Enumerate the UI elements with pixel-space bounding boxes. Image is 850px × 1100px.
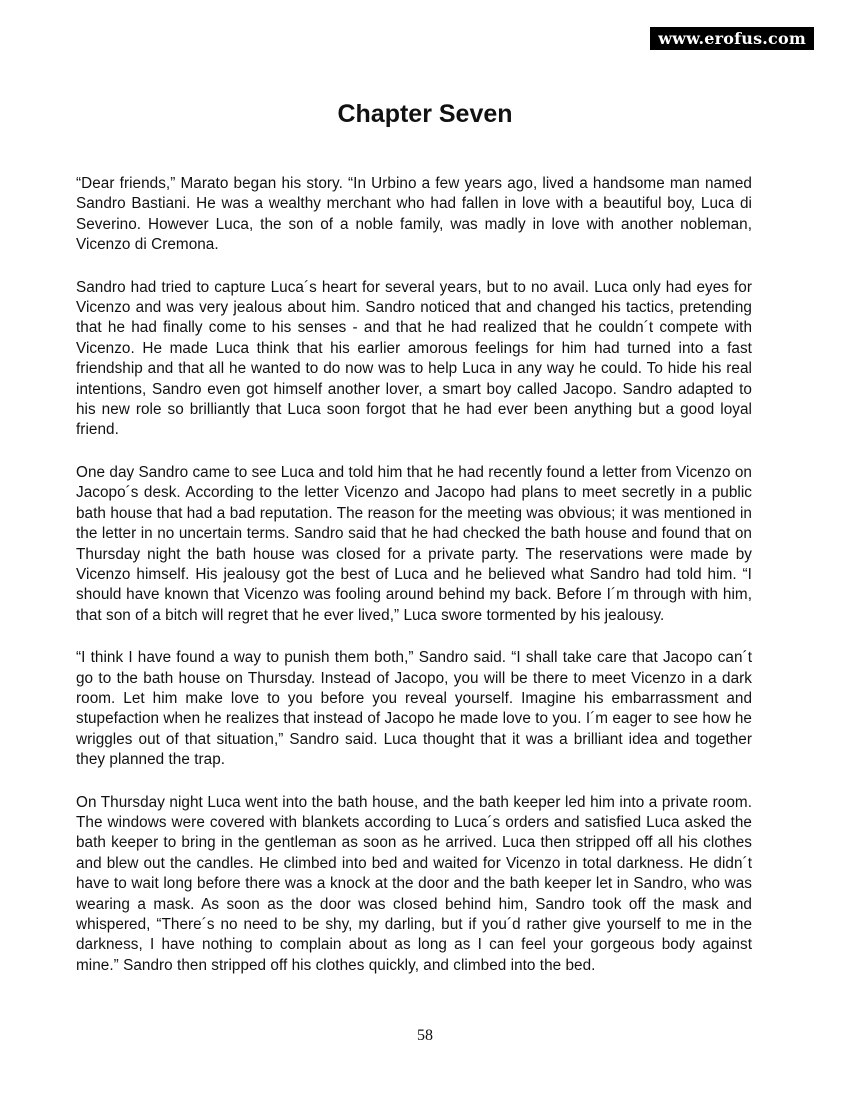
paragraph-1: “Dear friends,” Marato began his story. “In Urbino a few years ago, lived a handsome man named Sandro Bastiani. He was a wealthy merchant who had fallen in love with a beautiful boy, Luca di Severino. However Luca, the son of a noble family, was madly in love with another nobleman, Vicenzo di Cremona. xyxy=(76,175,752,254)
body-text xyxy=(76,174,752,998)
page-number: 58 xyxy=(417,1027,433,1044)
watermark: www.erofus.com xyxy=(650,27,814,50)
paragraph-5: On Thursday night Luca went into the bath house, and the bath keeper led him into a private room. The windows were covered with blankets according to Luca´s orders and satisfied Luca asked the bath keeper to bring in the gentleman as soon as he arrived. Luca then stripped off all his clothes and blew out the candles. He climbed into bed and waited for Vicenzo in total darkness. He didn´t have to wait long before there was a knock at the door and the bath keeper let in Sandro, who was wearing a mask. As soon as the door was closed behind him, Sandro took off the mask and whispered, “There´s no need to be shy, my darling, but if you´d rather give yourself to me in the darkness, I have nothing to complain about as long as I can feel your gorgeous body against mine.” Sandro then stripped off his clothes quickly, and climbed into the bed. xyxy=(76,793,752,974)
paragraph-4: “I think I have found a way to punish them both,” Sandro said. “I shall take care that Jacopo can´t go to the bath house on Thursday. Instead of Jacopo, you will be there to meet Vicenzo in a dark room. Let him make love to you before you reveal yourself. Imagine his embarrassment and stupefaction when he realizes that instead of Jacopo he made love to you. I´m eager to see how he wriggles out of that situation,” Sandro said. Luca thought that it was a brilliant idea and together they planned the trap. xyxy=(76,649,752,769)
paragraph-3: One day Sandro came to see Luca and told him that he had recently found a letter from Vicenzo on Jacopo´s desk. According to the letter Vicenzo and Jacopo had plans to meet secretly in a public bath house that had a bad reputation. The reason for the meeting was obvious; it was mentioned in the letter in no uncertain terms. Sandro said that he had checked the bath house and found that on Thursday night the bath house was closed for a private party. The reservations were made by Vicenzo himself. His jealousy got the best of Luca and he believed what Sandro had told him. “I should have known that Vicenzo was fooling around behind my back. Before I´m through with him, that son of a bitch will regret that he ever lived,” Luca swore tormented by his jealousy. xyxy=(76,463,752,624)
chapter-title: Chapter Seven xyxy=(337,100,513,128)
paragraph-2: Sandro had tried to capture Luca´s heart for several years, but to no avail. Luca only had eyes for Vicenzo and was very jealous about him. Sandro noticed that and changed his tactics, pretending that he had finally come to his senses - and that he had realized that he couldn´t compete with Vicenzo. He made Luca think that his earlier amorous feelings for him had turned into a fast friendship and that all he wanted to do now was to help Luca in any way he could. To hide his real intentions, Sandro even got himself another lover, a smart boy called Jacopo. Sandro adapted to his new role so brilliantly that Luca soon forgot that he had ever been anything but a good loyal friend. xyxy=(76,278,752,439)
